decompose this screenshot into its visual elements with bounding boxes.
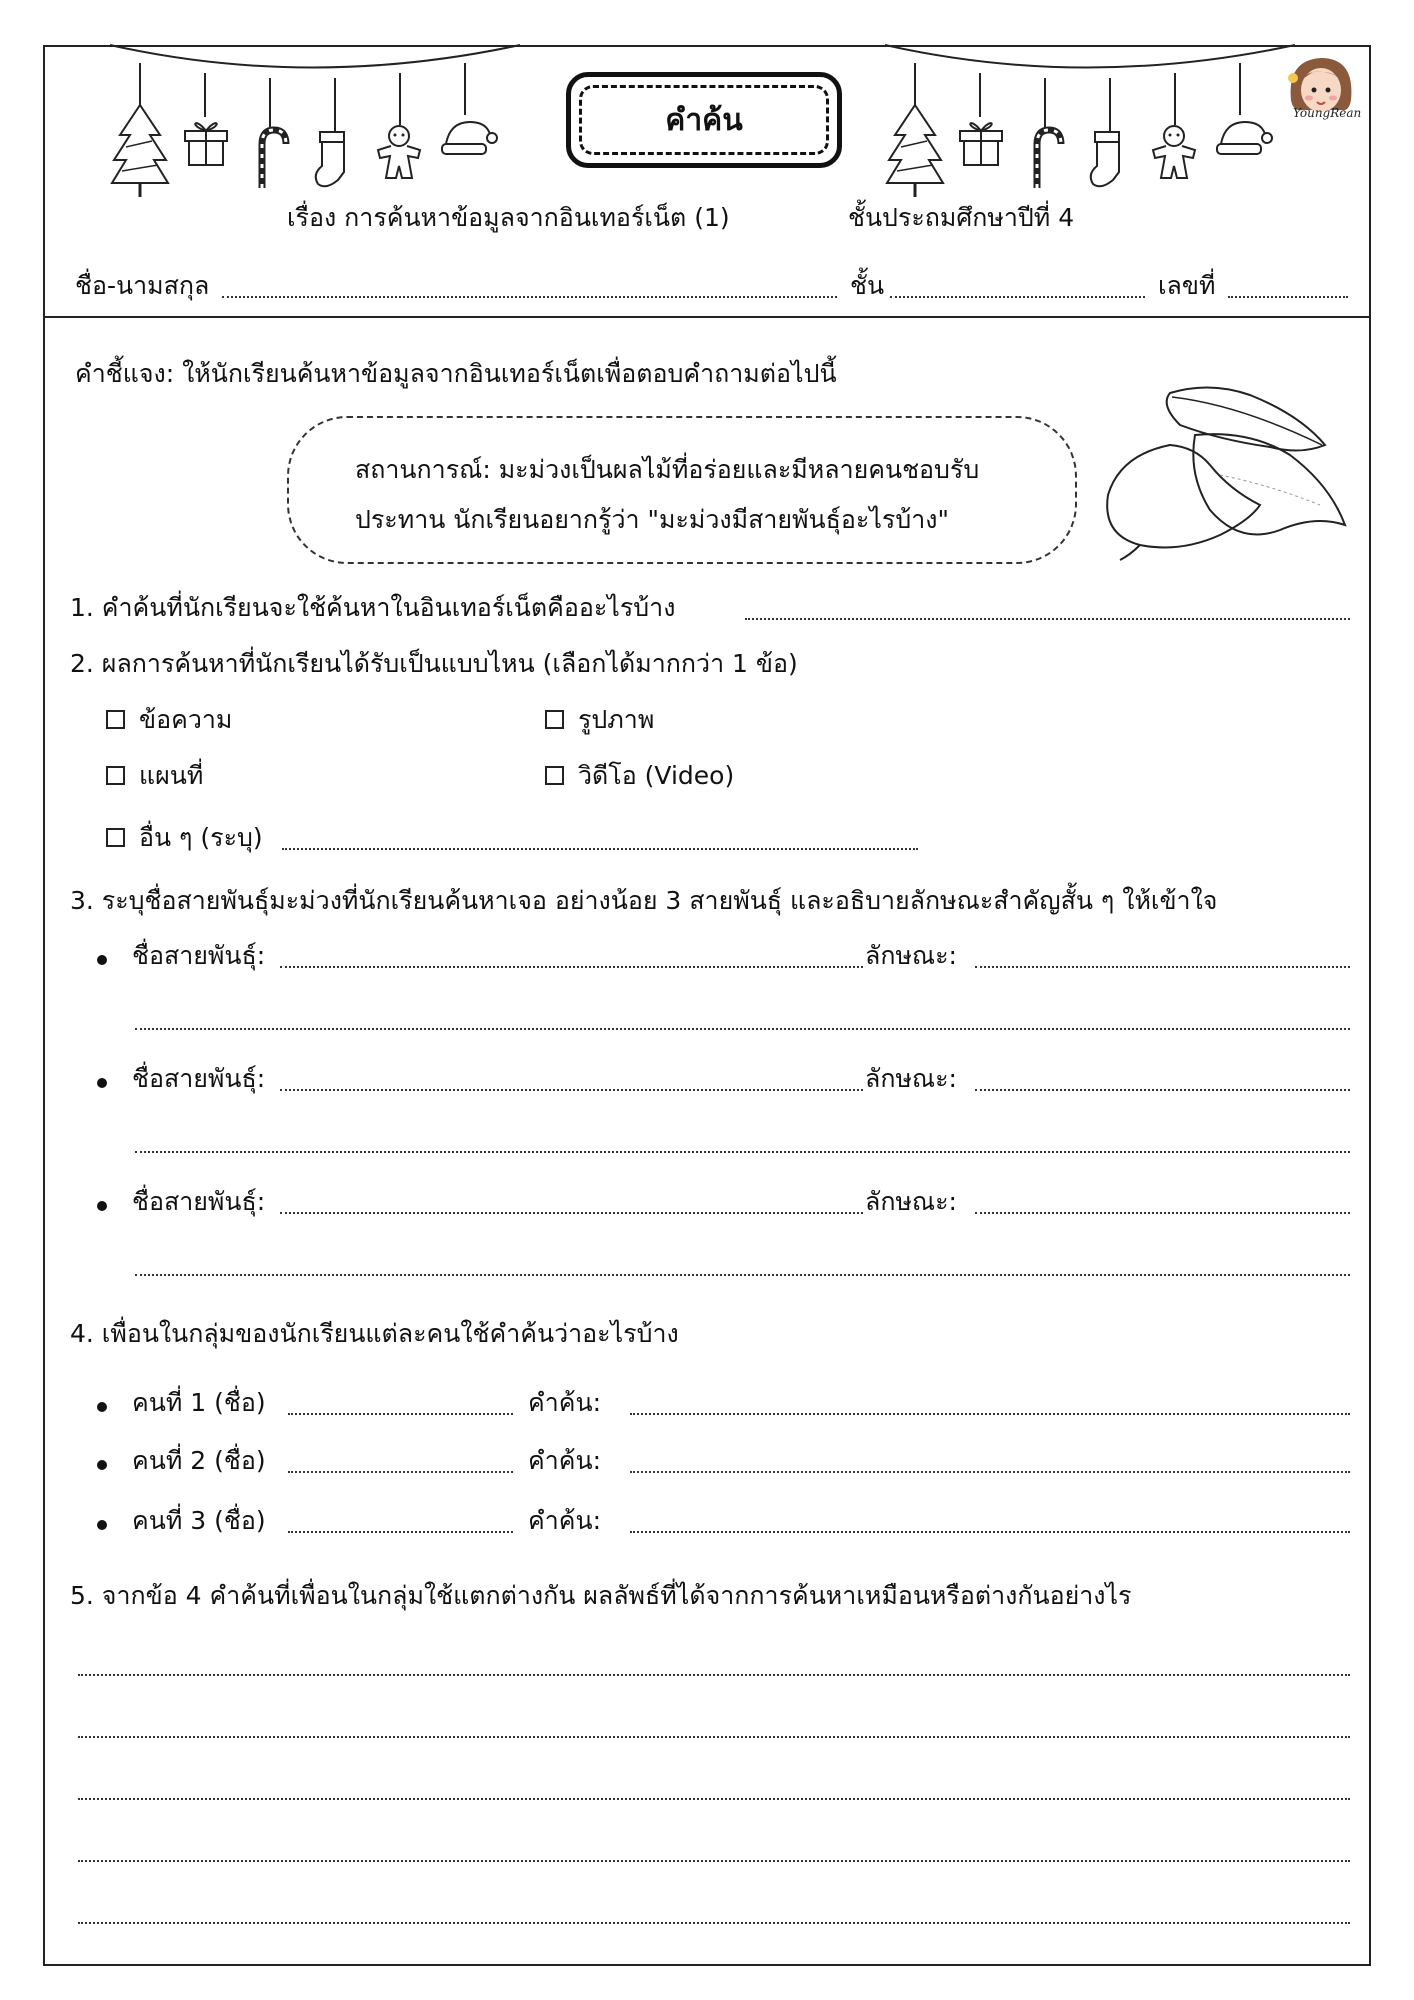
candy-cane-icon	[252, 126, 292, 196]
grade-text: ชั้นประถมศึกษาปีที่ 4	[848, 203, 1075, 232]
variety-trait-label: ลักษณะ:	[865, 941, 957, 970]
question-5: 5. จากข้อ 4 คำค้นที่เพื่อนในกลุ่มใช้แตกต่างกัน ผลลัพธ์ที่ได้จากการค้นหาเหมือนหรือต่างกันอย่างไร	[70, 1581, 1132, 1610]
q1-answer-line[interactable]	[745, 618, 1350, 620]
checkbox-video[interactable]	[545, 766, 564, 785]
variety-name-label: ชื่อสายพันธุ์:	[132, 1187, 266, 1216]
number-field[interactable]	[1228, 296, 1348, 298]
option-video[interactable]	[545, 760, 734, 792]
bullet	[97, 1402, 107, 1412]
friend-name-line[interactable]	[288, 1471, 513, 1473]
header-divider	[43, 316, 1371, 318]
variety-trait-line[interactable]	[975, 966, 1350, 968]
variety-name-label: ชื่อสายพันธุ์:	[132, 941, 266, 970]
option-text-label: ข้อความ	[139, 705, 233, 734]
checkbox-text[interactable]	[106, 710, 125, 729]
gift-icon	[182, 117, 232, 167]
gingerbread-icon	[1149, 124, 1199, 184]
variety-trait-label: ลักษณะ:	[865, 1064, 957, 1093]
keyword-label: คำค้น:	[528, 1388, 601, 1417]
worksheet-title: คำค้น	[665, 103, 743, 138]
variety-name-line[interactable]	[280, 1212, 863, 1214]
option-other-label: อื่น ๆ (ระบุ)	[139, 823, 263, 852]
keyword-line[interactable]	[630, 1413, 1350, 1415]
christmas-tree-icon	[112, 105, 172, 200]
option-image-label: รูปภาพ	[578, 705, 655, 734]
option-map-label: แผนที่	[139, 761, 204, 790]
checkbox-map[interactable]	[106, 766, 125, 785]
friend-label: คนที่ 3 (ชื่อ)	[132, 1506, 266, 1535]
class-field[interactable]	[890, 296, 1145, 298]
instruction-text: คำชี้แจง: ให้นักเรียนค้นหาข้อมูลจากอินเทอร์เน็ตเพื่อตอบคำถามต่อไปนี้	[75, 359, 837, 388]
variety-trait-line[interactable]	[975, 1212, 1350, 1214]
bullet	[97, 1520, 107, 1530]
class-label: ชั้น	[850, 271, 885, 300]
q5-answer-line[interactable]	[78, 1736, 1350, 1738]
bullet	[97, 955, 107, 965]
variety-trait-continued-line[interactable]	[135, 1151, 1350, 1153]
mango-icon	[1100, 385, 1360, 575]
title-box	[566, 72, 842, 168]
stocking-icon	[310, 130, 360, 190]
q5-answer-line[interactable]	[78, 1798, 1350, 1800]
gingerbread-icon	[374, 124, 424, 184]
option-video-label: วิดีโอ (Video)	[578, 761, 735, 790]
friend-name-line[interactable]	[288, 1413, 513, 1415]
friend-label: คนที่ 1 (ชื่อ)	[132, 1388, 266, 1417]
worksheet-frame	[43, 45, 1371, 1966]
candy-cane-icon	[1027, 126, 1067, 196]
q5-answer-line[interactable]	[78, 1922, 1350, 1924]
gift-icon	[957, 117, 1007, 167]
santa-hat-icon	[440, 118, 500, 158]
scenario-line-2: ประทาน นักเรียนอยากรู้ว่า "มะม่วงมีสายพันธุ์อะไรบ้าง"	[355, 505, 949, 534]
bullet	[97, 1078, 107, 1088]
checkbox-image[interactable]	[545, 710, 564, 729]
scenario-line-1: สถานการณ์: มะม่วงเป็นผลไม้ที่อร่อยและมีหลายคนชอบรับ	[355, 455, 980, 484]
keyword-label: คำค้น:	[528, 1506, 601, 1535]
variety-trait-label: ลักษณะ:	[865, 1187, 957, 1216]
bullet	[97, 1460, 107, 1470]
question-4: 4. เพื่อนในกลุ่มของนักเรียนแต่ละคนใช้คำค้นว่าอะไรบ้าง	[70, 1319, 679, 1348]
variety-trait-continued-line[interactable]	[135, 1274, 1350, 1276]
scenario-box	[287, 416, 1077, 564]
bullet	[97, 1201, 107, 1211]
option-text[interactable]	[106, 704, 232, 736]
logo-text: YoungRean	[1293, 106, 1362, 120]
keyword-label: คำค้น:	[528, 1446, 601, 1475]
name-label: ชื่อ-นามสกุล	[75, 271, 210, 300]
friend-name-line[interactable]	[288, 1531, 513, 1533]
checkbox-other[interactable]	[106, 828, 125, 847]
friend-label: คนที่ 2 (ชื่อ)	[132, 1446, 266, 1475]
number-label: เลขที่	[1158, 271, 1216, 300]
variety-name-label: ชื่อสายพันธุ์:	[132, 1064, 266, 1093]
question-2: 2. ผลการค้นหาที่นักเรียนได้รับเป็นแบบไหน (เลือกได้มากกว่า 1 ข้อ)	[70, 649, 798, 678]
option-other[interactable]	[106, 822, 263, 854]
variety-name-line[interactable]	[280, 966, 863, 968]
variety-trait-line[interactable]	[975, 1089, 1350, 1091]
name-field[interactable]	[222, 296, 837, 298]
stocking-icon	[1085, 130, 1135, 190]
q5-answer-line[interactable]	[78, 1674, 1350, 1676]
keyword-line[interactable]	[630, 1531, 1350, 1533]
question-3: 3. ระบุชื่อสายพันธุ์มะม่วงที่นักเรียนค้นหาเจอ อย่างน้อย 3 สายพันธุ์ และอธิบายลักษณะสำคัญสั้น ๆ ให้เข้าใจ	[70, 886, 1218, 915]
subject-text: เรื่อง การค้นหาข้อมูลจากอินเทอร์เน็ต (1)	[287, 203, 730, 232]
option-map[interactable]	[106, 760, 203, 792]
question-1: 1. คำค้นที่นักเรียนจะใช้ค้นหาในอินเทอร์เน็ตคืออะไรบ้าง	[70, 593, 676, 622]
q5-answer-line[interactable]	[78, 1860, 1350, 1862]
keyword-line[interactable]	[630, 1471, 1350, 1473]
option-image[interactable]	[545, 704, 654, 736]
santa-hat-icon	[1215, 118, 1275, 158]
christmas-tree-icon	[887, 105, 947, 200]
variety-name-line[interactable]	[280, 1089, 863, 1091]
variety-trait-continued-line[interactable]	[135, 1028, 1350, 1030]
other-specify-line[interactable]	[282, 848, 918, 850]
